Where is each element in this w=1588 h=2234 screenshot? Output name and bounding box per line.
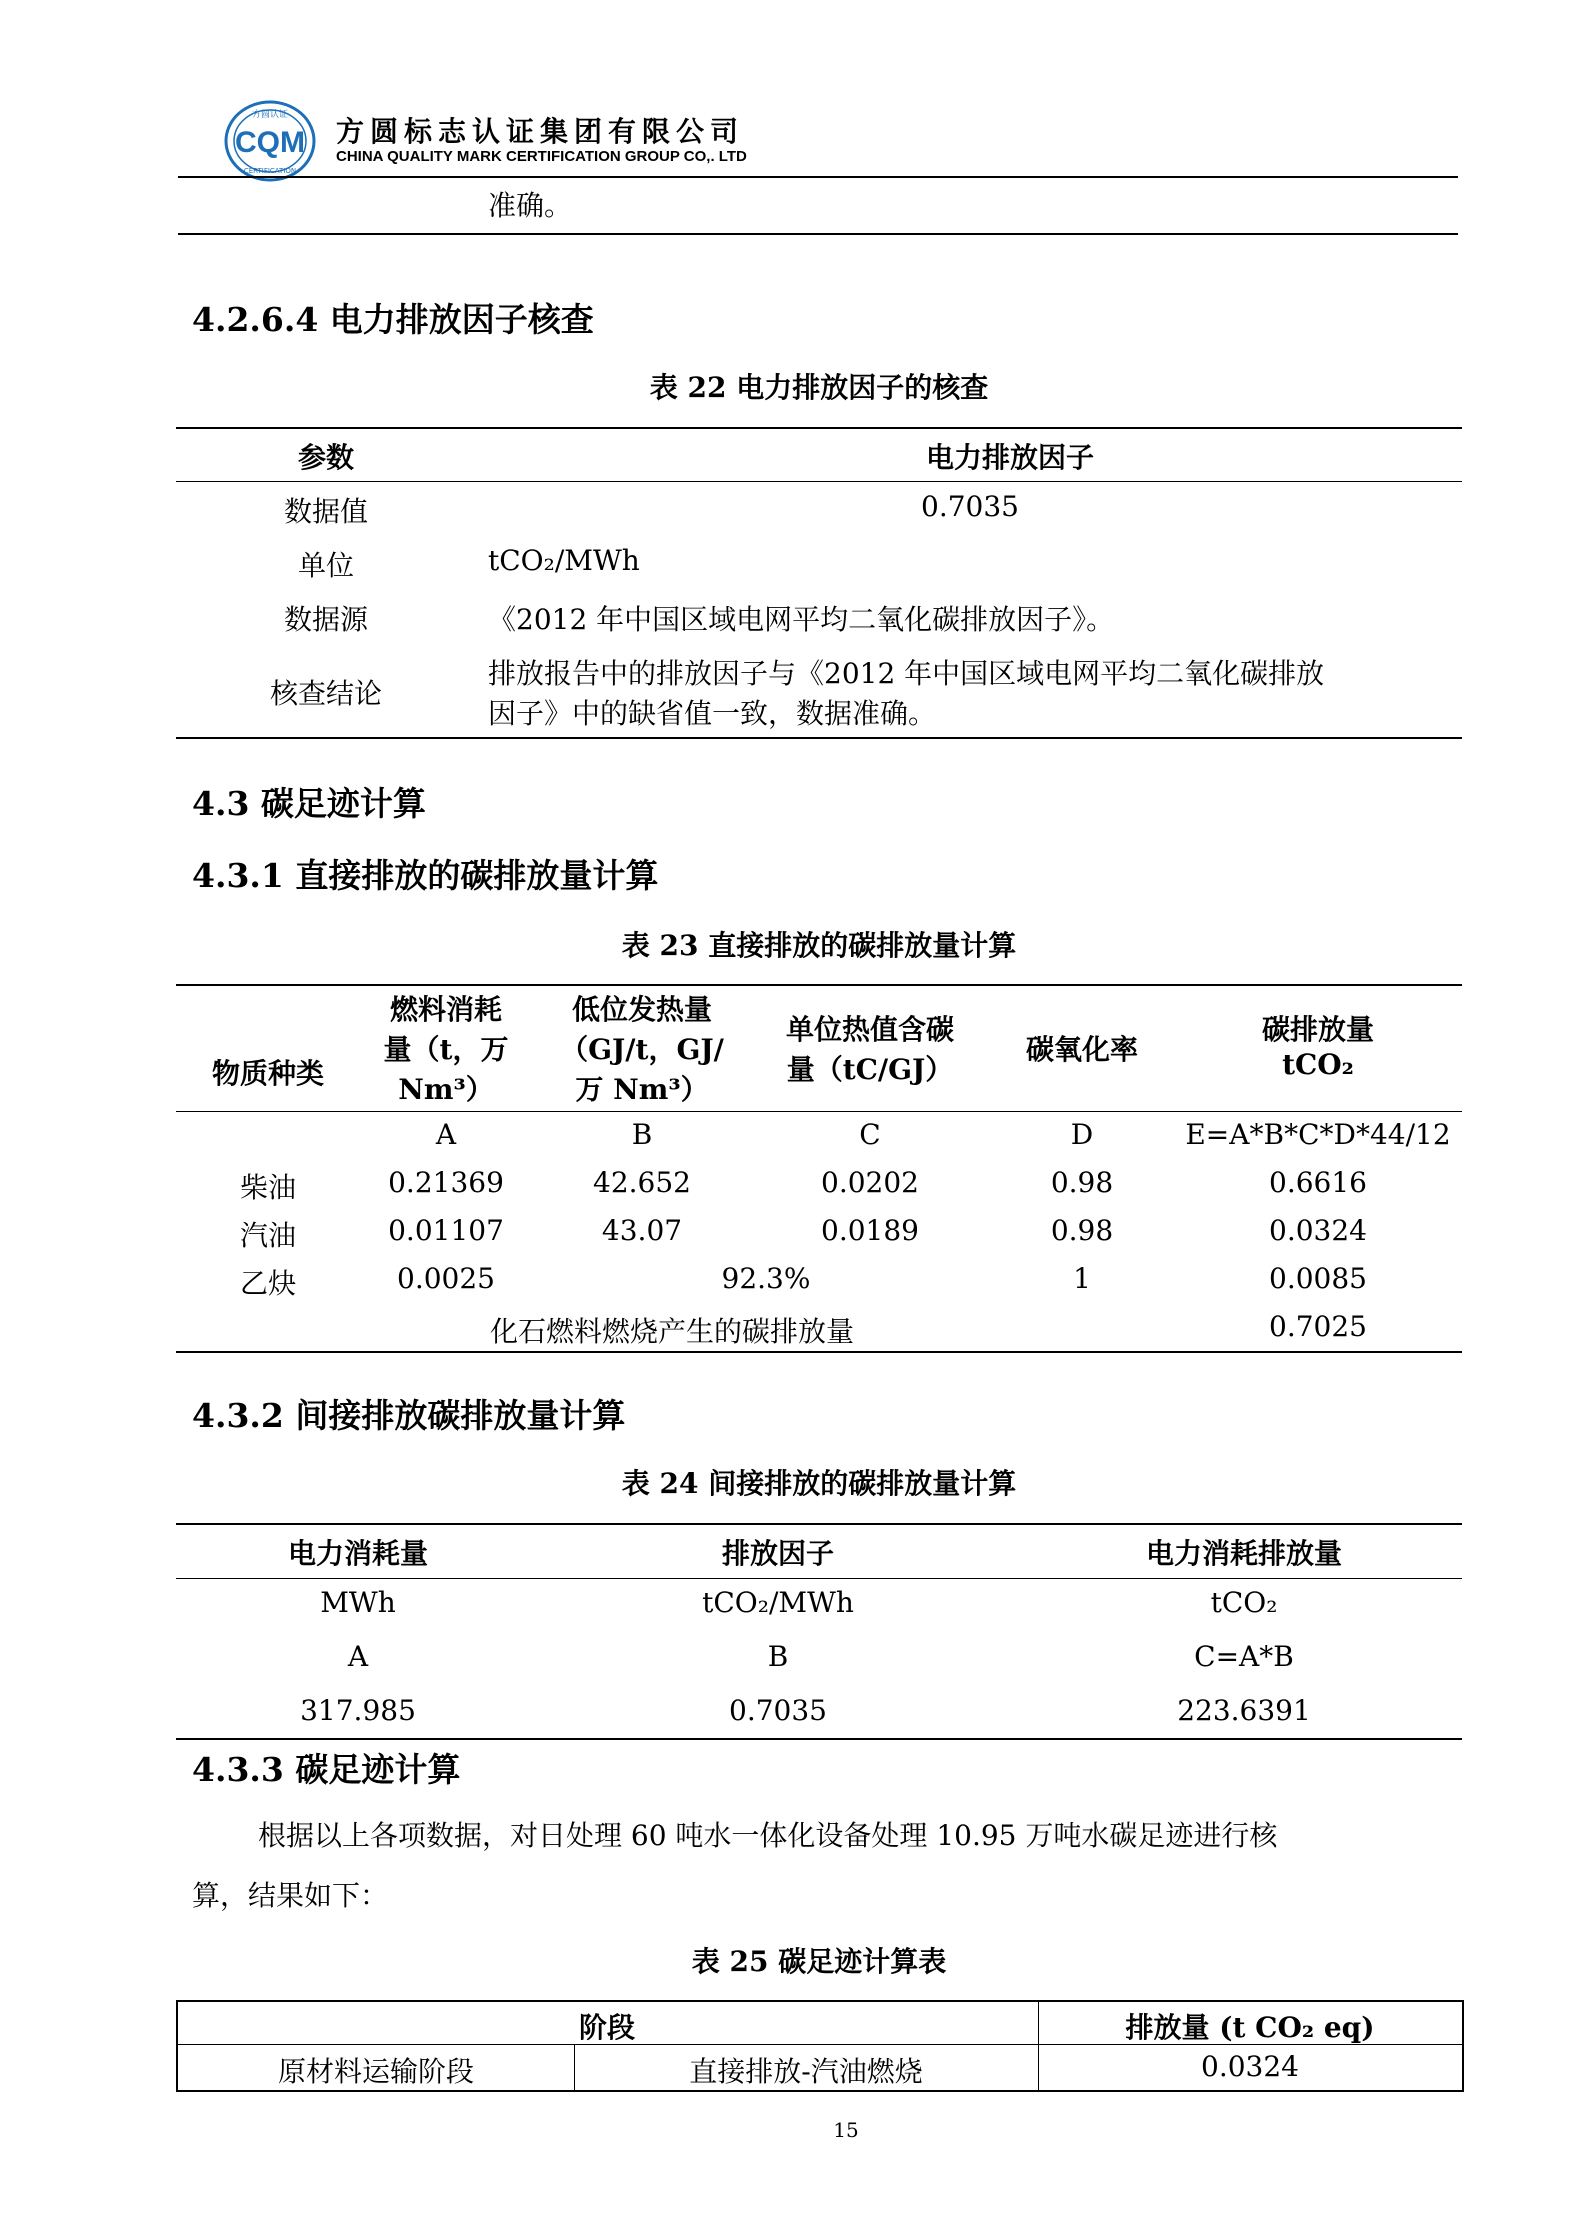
table23-total-label: 化石燃料燃烧产生的碳排放量 [489, 1315, 855, 1348]
table23-cell: 0.0025 [397, 1262, 495, 1295]
table25-cell: 直接排放-汽油燃烧 [689, 2055, 923, 2088]
table23-header-carbon: 量（tC/GJ） [786, 1053, 954, 1086]
table23-row-name: 柴油 [239, 1171, 297, 1204]
table23-header-fuel: Nm³） [398, 1073, 494, 1106]
header-rule-lower [178, 233, 1458, 235]
table23-cell: 0.0189 [821, 1214, 919, 1247]
body-paragraph: 根据以上各项数据，对日处理 60 吨水一体化设备处理 10.95 万吨水碳足迹进行核 [258, 1819, 1278, 1852]
table23-cell: 0.01107 [388, 1214, 504, 1247]
header-rule [178, 176, 1458, 178]
table23-cell: 0.6616 [1269, 1166, 1367, 1199]
table23-header-fuel: 量（t，万 [383, 1033, 509, 1066]
company-name-en: CHINA QUALITY MARK CERTIFICATION GROUP CO,. LTD [336, 148, 747, 165]
table23-header-heat: （GJ/t，GJ/ [560, 1033, 724, 1066]
table24-header: 电力消耗排放量 [1145, 1537, 1343, 1570]
table24-header-rule [176, 1578, 1462, 1579]
table22-row-label: 单位 [297, 549, 355, 582]
table23-header-fuel: 燃料消耗 [389, 993, 503, 1026]
table23-cell: 0.0085 [1269, 1262, 1367, 1295]
section-heading-433: 4.3.3 碳足迹计算 [192, 1750, 461, 1789]
table24-top-rule [176, 1523, 1462, 1525]
table23-cell: 43.07 [601, 1214, 683, 1247]
table24-value: 0.7035 [729, 1694, 827, 1727]
table23-cell: 0.21369 [388, 1166, 504, 1199]
table25-header-stage: 阶段 [578, 2011, 636, 2044]
table24-unit: MWh [320, 1586, 396, 1619]
table23-cell: 1 [1073, 1262, 1091, 1295]
svg-text:CERTIFICATION: CERTIFICATION [243, 167, 297, 175]
company-logo [222, 98, 318, 184]
table25-cell: 0.0324 [1201, 2050, 1299, 2083]
table24-unit: tCO₂/MWh [702, 1586, 854, 1619]
table23-cell: 0.0202 [821, 1166, 919, 1199]
table22-header-factor: 电力排放因子 [925, 441, 1095, 474]
table23-cell: 0.98 [1050, 1166, 1114, 1199]
table25-header-emission: 排放量 (t CO₂ eq) [1125, 2011, 1375, 2044]
table23-header-heat: 万 Nm³） [575, 1073, 709, 1106]
section-heading-432: 4.3.2 间接排放碳排放量计算 [192, 1396, 626, 1435]
table23-header-emission: 碳排放量 [1261, 1013, 1375, 1046]
table23-row-name: 乙炔 [239, 1267, 297, 1300]
table22-row-label: 核查结论 [269, 677, 383, 710]
section-heading-431: 4.3.1 直接排放的碳排放量计算 [192, 856, 659, 895]
table22-header-param: 参数 [297, 441, 355, 474]
table24-code: A [347, 1640, 369, 1673]
continued-text: 准确。 [488, 189, 573, 222]
page-number: 15 [833, 2118, 859, 2142]
table23-header-rule [176, 1111, 1462, 1112]
table22-row-value: 0.7035 [921, 490, 1019, 523]
table23-top-rule [176, 984, 1462, 986]
table22-row-label: 数据源 [283, 603, 369, 636]
table25-cell: 原材料运输阶段 [277, 2055, 475, 2088]
table24-value: 317.985 [300, 1694, 416, 1727]
table23-bottom-rule [176, 1351, 1462, 1353]
table24-code: C=A*B [1194, 1640, 1294, 1673]
table22-row-value: 排放报告中的排放因子与《2012 年中国区域电网平均二氧化碳排放 [488, 657, 1325, 690]
table24-bottom-rule [176, 1738, 1462, 1740]
svg-text:方圆认证: 方圆认证 [251, 110, 289, 120]
table22-row-value: 《2012 年中国区域电网平均二氧化碳排放因子》。 [488, 603, 1115, 636]
table24-code: B [767, 1640, 789, 1673]
table22-bottom-rule [176, 737, 1462, 739]
table25-caption: 表 25 碳足迹计算表 [691, 1945, 947, 1978]
section-heading-4264: 4.2.6.4 电力排放因子核查 [192, 300, 594, 339]
table23-header-oxidation: 碳氧化率 [1025, 1033, 1139, 1066]
table22-row-value: tCO₂/MWh [488, 544, 640, 577]
table23-cell: 0.0324 [1269, 1214, 1367, 1247]
table25-col-rule [574, 2044, 575, 2090]
table24-value: 223.6391 [1177, 1694, 1311, 1727]
table23-header-emission: tCO₂ [1282, 1048, 1354, 1081]
company-name-cn: 方圆标志认证集团有限公司 [336, 115, 745, 148]
table23-code: C [859, 1118, 881, 1151]
table23-code: A [435, 1118, 457, 1151]
table22-row-value-cont: 因子》中的缺省值一致，数据准确。 [488, 697, 937, 730]
table23-header-kind: 物质种类 [211, 1057, 325, 1090]
table23-total-value: 0.7025 [1269, 1310, 1367, 1343]
table24-caption: 表 24 间接排放的碳排放量计算 [621, 1467, 1017, 1500]
table22-header-rule [176, 481, 1462, 482]
table24-header: 电力消耗量 [287, 1537, 429, 1570]
table23-cell: 42.652 [593, 1166, 691, 1199]
table23-code: E=A*B*C*D*44/12 [1185, 1118, 1451, 1151]
logo-text: CQM [235, 126, 305, 159]
table22-row-label: 数据值 [283, 495, 369, 528]
table24-unit: tCO₂ [1210, 1586, 1278, 1619]
table23-header-heat: 低位发热量 [571, 993, 713, 1026]
table23-cell-merged: 92.3% [721, 1262, 811, 1295]
table23-caption: 表 23 直接排放的碳排放量计算 [621, 929, 1017, 962]
table23-row-name: 汽油 [239, 1219, 297, 1252]
section-heading-43: 4.3 碳足迹计算 [192, 784, 426, 823]
table22-caption: 表 22 电力排放因子的核查 [649, 371, 989, 404]
table23-code: B [631, 1118, 653, 1151]
body-paragraph-cont: 算，结果如下： [192, 1879, 389, 1912]
table22-top-rule [176, 427, 1462, 429]
table23-cell: 0.98 [1050, 1214, 1114, 1247]
table23-header-carbon: 单位热值含碳 [785, 1013, 955, 1046]
table24-header: 排放因子 [721, 1537, 835, 1570]
table25-col-rule [1038, 2000, 1039, 2090]
table23-code: D [1070, 1118, 1094, 1151]
